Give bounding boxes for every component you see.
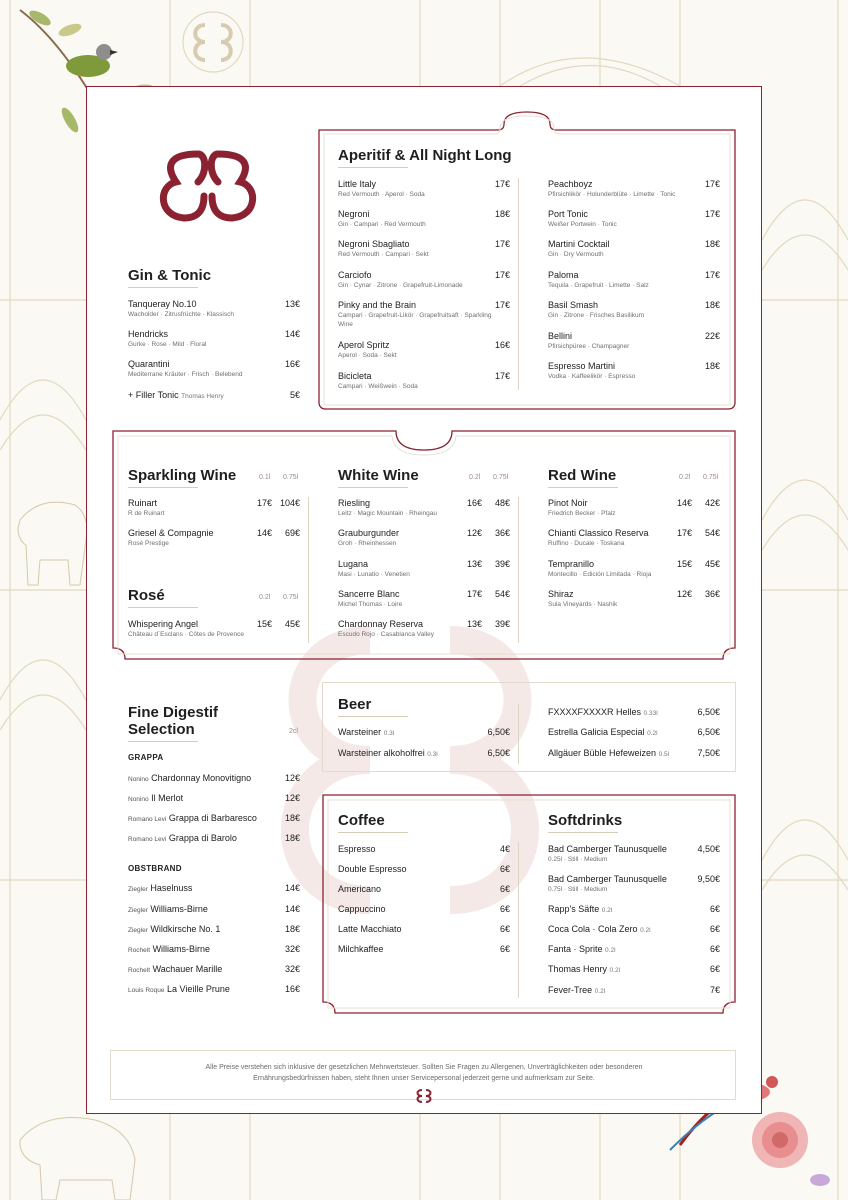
menu-item (338, 884, 510, 894)
item-name: Allgäuer Büble Hefeweizen (548, 748, 657, 758)
item-name: Basil Smash (548, 300, 599, 310)
item-price-glass: 14€ (256, 528, 272, 538)
item-price: 14€ (284, 883, 300, 893)
item-name: Grappa di Barbaresco (168, 813, 257, 823)
item-desc: Pfirsichpüree · Champagner (548, 343, 630, 350)
coffee-title: Coffee (338, 812, 385, 829)
item-price: 6€ (499, 904, 510, 914)
item-name: Whispering Angel (128, 619, 199, 629)
menu-item (548, 748, 720, 758)
obstbrand-label: OBSTBRAND (128, 864, 182, 873)
menu-item (548, 964, 720, 974)
item-name: Ruinart (128, 498, 158, 508)
item-desc: Ruffino · Ducale · Toskana (548, 540, 625, 547)
item-name: Thomas Henry (548, 964, 608, 974)
item-volume: Thomas Henry (181, 393, 224, 400)
red-wine-title: Red Wine (548, 467, 617, 484)
item-producer: Rochelt (128, 967, 151, 974)
item-desc: Gurke · Rose · Mild · Floral (128, 341, 207, 348)
item-desc: Gin · Cynar · Zitrone · Grapefruit-Limonade (338, 282, 463, 289)
menu-item (128, 984, 300, 994)
wine-divider-2 (518, 497, 519, 643)
item-desc: Gin · Dry Vermouth (548, 251, 604, 258)
footer-note (118, 1062, 730, 1084)
col-head-1: 0.2l (469, 474, 481, 481)
item-price: 18€ (494, 209, 510, 219)
item-desc: Friedrich Becker · Pfalz (548, 510, 616, 517)
item-price: 4,50€ (697, 844, 720, 854)
item-volume: 0.33l (643, 710, 658, 717)
item-price: 9,50€ (697, 874, 720, 884)
item-price: 6€ (709, 924, 720, 934)
item-price-bottle: 36€ (494, 528, 510, 538)
item-name: Espresso Martini (548, 361, 616, 371)
item-desc: Rosé Prestige (128, 540, 169, 547)
col-head-1: 0.1l (259, 474, 271, 481)
item-price: 18€ (704, 361, 720, 371)
item-name: Peachboyz (548, 179, 593, 189)
item-desc: Château d´Esclans · Côtes de Provence (128, 631, 244, 638)
item-volume: 0.3l (383, 730, 395, 737)
menu-item (548, 707, 720, 717)
digestif-title-line1: Fine Digestif (128, 704, 219, 721)
menu-item (128, 619, 300, 639)
item-price-bottle: 36€ (704, 589, 720, 599)
gin-tonic-underline (128, 287, 198, 288)
item-price: 18€ (704, 300, 720, 310)
item-producer: Romano Levi (128, 836, 167, 843)
item-name: Warsteiner (338, 727, 382, 737)
item-producer: Louis Roque (128, 987, 165, 994)
item-name: Bellini (548, 331, 573, 341)
item-name: Chardonnay Reserva (338, 619, 424, 629)
menu-item (338, 179, 510, 199)
item-name: Pinot Noir (548, 498, 588, 508)
item-price-bottle: 42€ (704, 498, 720, 508)
item-name: Griesel & Compagnie (128, 528, 214, 538)
item-producer: Ziegler (128, 907, 148, 914)
digestif-title-line2: Selection (128, 721, 195, 738)
item-price: 16€ (494, 340, 510, 350)
item-producer: Nonino (128, 776, 149, 783)
menu-item (548, 944, 720, 954)
item-name: Little Italy (338, 179, 377, 189)
item-name: + Filler Tonic (128, 390, 179, 400)
col-head-1: 0.2l (679, 474, 691, 481)
item-desc: Masi · Lunatio · Venetien (338, 571, 410, 578)
item-producer: Rochelt (128, 947, 151, 954)
item-name: Latte Macchiato (338, 924, 402, 934)
item-name: Fever-Tree (548, 985, 593, 995)
item-price-glass: 12€ (466, 528, 482, 538)
rose-title: Rosé (128, 587, 165, 604)
item-name: Cappuccino (338, 904, 386, 914)
menu-item (338, 371, 510, 391)
menu-item (548, 498, 720, 518)
item-desc: 0.75l · Still · Medium (548, 886, 608, 893)
item-desc: Gin · Campari · Red Vermouth (338, 221, 426, 228)
beer-divider (518, 704, 519, 764)
item-price: 17€ (704, 179, 720, 189)
item-price: 6,50€ (697, 707, 720, 717)
item-price: 7,50€ (697, 748, 720, 758)
item-name: Williams-Birne (150, 904, 208, 914)
item-desc: Michel Thomas · Loire (338, 601, 403, 608)
menu-item (338, 498, 510, 518)
item-name: Warsteiner alkoholfrei (338, 748, 425, 758)
item-price-glass: 13€ (466, 619, 482, 629)
item-name: Pinky and the Brain (338, 300, 417, 310)
menu-item (128, 964, 300, 974)
item-price-glass: 15€ (676, 559, 692, 569)
item-name: Coca Cola · Cola Zero (548, 924, 638, 934)
item-name: Quarantini (128, 359, 170, 369)
item-volume: 0.2l (594, 988, 606, 995)
item-desc: Red Vermouth · Campari · Sekt (338, 251, 429, 258)
item-price-bottle: 104€ (279, 498, 300, 508)
item-price: 17€ (704, 270, 720, 280)
menu-item (128, 813, 300, 823)
item-price-bottle: 45€ (284, 619, 300, 629)
item-price-bottle: 69€ (284, 528, 300, 538)
item-desc: Leitz · Magic Mountain · Rheingau (338, 510, 437, 517)
coffee-underline (338, 832, 408, 833)
menu-item (128, 883, 300, 893)
item-name: Milchkaffee (338, 944, 384, 954)
item-desc: Campari · Weißwein · Soda (338, 383, 418, 390)
menu-item (128, 390, 300, 400)
menu-item (338, 904, 510, 914)
menu-item (548, 300, 720, 320)
item-name: Chianti Classico Reserva (548, 528, 649, 538)
item-price: 17€ (494, 300, 510, 310)
item-price: 7€ (709, 985, 720, 995)
footer-line-2: Ernährungsbedürfnissen haben, steht Ihnen unser Servicepersonal jederzeit gerne und aufmerksam zur Seite. (253, 1075, 595, 1082)
item-name: Williams-Birne (152, 944, 211, 954)
item-price: 32€ (284, 944, 300, 954)
item-name: Fanta · Sprite (548, 944, 603, 954)
menu-item (548, 209, 720, 229)
col-head: 2cl (289, 728, 298, 735)
aperitif-title: Aperitif & All Night Long (338, 147, 512, 164)
col-head-2: 0.75l (283, 474, 299, 481)
item-price: 17€ (704, 209, 720, 219)
item-price: 6€ (499, 864, 510, 874)
item-name: Negroni Sbagliato (338, 239, 410, 249)
item-name: Estrella Galicia Especial (548, 727, 645, 737)
menu-item (548, 924, 720, 934)
item-name: Rapp's Säfte (548, 904, 600, 914)
item-price-glass: 17€ (466, 589, 482, 599)
aperitif-divider (518, 178, 519, 390)
item-producer: Nonino (128, 796, 149, 803)
bb-logo (154, 146, 262, 226)
beer-underline (338, 716, 408, 717)
item-name: Grappa di Barolo (168, 833, 237, 843)
item-price: 6€ (499, 924, 510, 934)
gin-tonic-title: Gin & Tonic (128, 267, 212, 284)
item-price-glass: 15€ (256, 619, 272, 629)
item-volume: 0.2l (647, 730, 658, 737)
item-desc: Campari · Grapefruit-Likör · Grapefruitsaft · Sparkling Wine (338, 312, 492, 328)
item-desc: Escudo Rojo · Casablanca Valley (338, 631, 434, 638)
item-name: Martini Cocktail (548, 239, 610, 249)
menu-item (548, 239, 720, 259)
item-name: Double Espresso (338, 864, 407, 874)
item-desc: Mediterrane Kräuter · Frisch · Belebend (128, 371, 243, 378)
item-price-glass: 14€ (676, 498, 692, 508)
item-desc: Aperol · Soda · Sekt (338, 352, 397, 359)
item-desc: 0.25l · Still · Medium (548, 856, 608, 863)
item-price: 16€ (284, 984, 300, 994)
menu-item (338, 209, 510, 229)
grappa-label: GRAPPA (128, 753, 164, 762)
coffee-divider (518, 842, 519, 998)
item-name: Wildkirsche No. 1 (150, 924, 221, 934)
menu-item (548, 179, 720, 199)
item-price: 14€ (284, 329, 300, 339)
item-desc: Pfirsichlikör · Holunderblüte · Limette · Tonic (548, 191, 676, 198)
item-name: Tanqueray No.10 (128, 299, 197, 309)
item-price: 6€ (499, 944, 510, 954)
item-price: 5€ (289, 390, 300, 400)
softdrinks-title: Softdrinks (548, 812, 623, 829)
menu-item (128, 528, 300, 548)
item-name: Americano (338, 884, 382, 894)
softdrinks-underline (548, 832, 618, 833)
item-desc: Vodka · Kaffeelikör · Espresso (548, 373, 636, 380)
item-price-bottle: 39€ (494, 559, 510, 569)
menu-item (548, 361, 720, 381)
item-price: 6€ (709, 964, 720, 974)
aperitif-underline (338, 167, 408, 168)
red-wine-underline (548, 487, 618, 488)
item-price: 17€ (494, 371, 510, 381)
menu-item (548, 589, 720, 609)
menu-item (338, 559, 510, 579)
item-price-bottle: 39€ (494, 619, 510, 629)
item-name: Chardonnay Monovitigno (151, 773, 252, 783)
item-volume: 0.2l (605, 947, 616, 954)
menu-item (128, 793, 300, 803)
item-price: 17€ (494, 270, 510, 280)
menu-item (548, 874, 720, 894)
item-price: 13€ (284, 299, 300, 309)
menu-item (338, 748, 510, 758)
item-name: Port Tonic (548, 209, 588, 219)
item-desc: Weißer Portwein · Tonic (548, 221, 617, 228)
menu-item (548, 331, 720, 351)
item-name: Carciofo (338, 270, 372, 280)
item-desc: Montecillo · Edición Limitada · Rioja (548, 571, 652, 578)
item-desc: Sula Vineyards · Nashik (548, 601, 618, 608)
item-name: Negroni (338, 209, 370, 219)
item-price-bottle: 48€ (494, 498, 510, 508)
item-price: 18€ (284, 924, 300, 934)
col-head-2: 0.75l (283, 594, 299, 601)
item-price: 6,50€ (487, 727, 510, 737)
menu-item (128, 498, 300, 518)
wine-divider-1 (308, 497, 309, 643)
menu-item (338, 864, 510, 874)
menu-item (128, 944, 300, 954)
item-price: 6,50€ (697, 727, 720, 737)
item-producer: Ziegler (128, 886, 148, 893)
menu-item (128, 924, 300, 934)
menu-item (338, 944, 510, 954)
item-name: Bad Camberger Taunusquelle (548, 844, 667, 854)
item-price-glass: 17€ (256, 498, 272, 508)
item-name: FXXXXFXXXXR Helles (548, 707, 642, 717)
item-desc: R de Ruinart (128, 510, 165, 517)
menu-item (128, 773, 300, 783)
item-price-glass: 17€ (676, 528, 692, 538)
item-price: 6,50€ (487, 748, 510, 758)
item-name: Lugana (338, 559, 369, 569)
item-name: Shiraz (548, 589, 574, 599)
item-name: Wachauer Marille (152, 964, 223, 974)
item-price: 6€ (709, 904, 720, 914)
footer-line-1: Alle Preise verstehen sich inklusive der gesetzlichen Mehrwertsteuer. Sollten Sie Fragen zu Allergenen, Unverträglichkeiten oder besonderen (205, 1064, 643, 1071)
item-price: 6€ (499, 884, 510, 894)
menu-item (338, 619, 510, 639)
menu-item (338, 300, 510, 329)
item-desc: Tequila · Grapefruit · Limette · Salz (548, 282, 649, 289)
item-name: Grauburgunder (338, 528, 400, 538)
item-name: Tempranillo (548, 559, 595, 569)
item-name: Hendricks (128, 329, 169, 339)
beer-title: Beer (338, 696, 372, 713)
menu-item (548, 985, 720, 995)
item-volume: 0.2l (640, 927, 651, 934)
item-price: 18€ (284, 813, 300, 823)
menu-item (338, 528, 510, 548)
menu-item (338, 924, 510, 934)
item-volume: 0.5l (658, 751, 670, 758)
menu-item (548, 270, 720, 290)
menu-item (128, 359, 300, 379)
item-price-bottle: 54€ (704, 528, 720, 538)
item-price: 14€ (284, 904, 300, 914)
digestif-underline (128, 741, 198, 742)
white-wine-underline (338, 487, 408, 488)
item-desc: Wacholder · Zitrusfrüchte · Klassisch (128, 311, 234, 318)
item-volume: 0.2l (601, 907, 613, 914)
item-price-glass: 16€ (466, 498, 482, 508)
item-price: 22€ (704, 331, 720, 341)
item-name: Sancerre Blanc (338, 589, 400, 599)
item-price: 17€ (494, 179, 510, 189)
menu-item (338, 844, 510, 854)
menu-item (338, 270, 510, 290)
menu-item (338, 727, 510, 737)
white-wine-title: White Wine (338, 467, 419, 484)
item-volume: 0.3l (427, 751, 438, 758)
item-price: 17€ (494, 239, 510, 249)
item-name: La Vieille Prune (167, 984, 230, 994)
item-name: Paloma (548, 270, 579, 280)
item-price-bottle: 54€ (494, 589, 510, 599)
item-price-bottle: 45€ (704, 559, 720, 569)
menu-item (338, 239, 510, 259)
item-price: 18€ (284, 833, 300, 843)
menu-item (548, 904, 720, 914)
item-price: 12€ (284, 793, 300, 803)
item-price: 12€ (284, 773, 300, 783)
col-head-1: 0.2l (259, 594, 271, 601)
menu-item (548, 559, 720, 579)
item-name: Haselnuss (150, 883, 193, 893)
item-price: 4€ (499, 844, 510, 854)
col-head-2: 0.75l (493, 474, 509, 481)
item-name: Espresso (338, 844, 376, 854)
item-price: 16€ (284, 359, 300, 369)
col-head-2: 0.75l (703, 474, 719, 481)
sparkling-title: Sparkling Wine (128, 467, 237, 484)
item-name: Il Merlot (151, 793, 184, 803)
item-desc: Red Vermouth · Aperol · Soda (338, 191, 425, 198)
item-name: Aperol Spritz (338, 340, 390, 350)
menu-item (338, 340, 510, 360)
menu-item (128, 329, 300, 349)
item-desc: Groh · Rheinhessen (338, 540, 397, 547)
sparkling-underline (128, 487, 198, 488)
menu-item (128, 299, 300, 319)
menu-item (128, 833, 300, 843)
item-producer: Ziegler (128, 927, 148, 934)
item-price: 18€ (704, 239, 720, 249)
menu-item (548, 528, 720, 548)
item-price: 6€ (709, 944, 720, 954)
menu-item (128, 904, 300, 914)
item-name: Bicicleta (338, 371, 372, 381)
item-producer: Romano Levi (128, 816, 167, 823)
item-name: Riesling (338, 498, 371, 508)
menu-item (548, 727, 720, 737)
item-volume: 0.2l (609, 967, 621, 974)
item-price-glass: 13€ (466, 559, 482, 569)
bb-footer-logo (413, 1088, 435, 1104)
item-name: Bad Camberger Taunusquelle (548, 874, 667, 884)
rose-underline (128, 607, 198, 608)
item-price-glass: 12€ (676, 589, 692, 599)
item-price: 32€ (284, 964, 300, 974)
menu-item (548, 844, 720, 864)
menu-item (338, 589, 510, 609)
item-desc: Gin · Zitrone · Frisches Basilikum (548, 312, 645, 319)
